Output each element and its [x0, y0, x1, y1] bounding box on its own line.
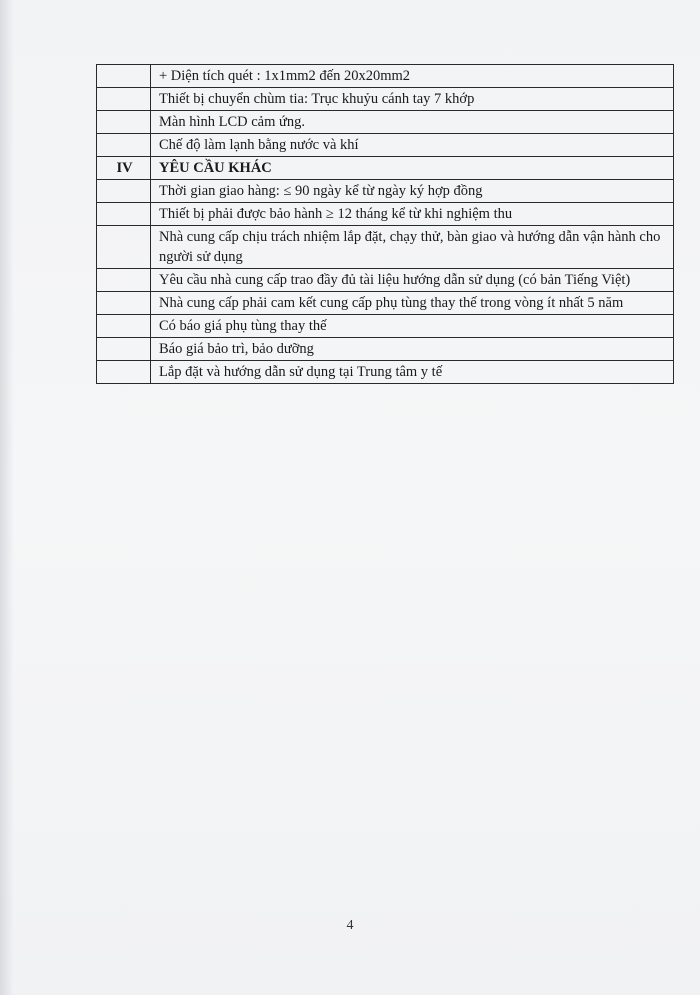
- table-row: [97, 111, 674, 134]
- row-text: Thời gian giao hàng: ≤ 90 ngày kể từ ngày ký hợp đồng: [151, 180, 674, 203]
- table-row: [97, 361, 674, 384]
- table-row: [97, 180, 674, 203]
- table-row: [97, 88, 674, 111]
- table-row: [97, 338, 674, 361]
- row-number: [97, 203, 151, 226]
- table-row: [97, 226, 674, 269]
- row-text: + Diện tích quét : 1x1mm2 đến 20x20mm2: [151, 65, 674, 88]
- row-number: [97, 180, 151, 203]
- table-row: [97, 315, 674, 338]
- row-text: Báo giá bảo trì, bảo dưỡng: [151, 338, 674, 361]
- table-row: [97, 292, 674, 315]
- table-row: [97, 134, 674, 157]
- row-text: Màn hình LCD cảm ứng.: [151, 111, 674, 134]
- row-text: Lắp đặt và hướng dẫn sử dụng tại Trung tâm y tế: [151, 361, 674, 384]
- row-text: Chế độ làm lạnh bằng nước và khí: [151, 134, 674, 157]
- row-text: Có báo giá phụ tùng thay thế: [151, 315, 674, 338]
- row-text: Nhà cung cấp chịu trách nhiệm lắp đặt, chạy thử, bàn giao và hướng dẫn vận hành cho người sử dụng: [151, 226, 674, 269]
- row-text: Nhà cung cấp phải cam kết cung cấp phụ tùng thay thế trong vòng ít nhất 5 năm: [151, 292, 674, 315]
- scan-edge-shadow: [0, 0, 14, 995]
- table-row: [97, 269, 674, 292]
- row-text: Thiết bị chuyển chùm tia: Trục khuỷu cánh tay 7 khớp: [151, 88, 674, 111]
- row-text: Yêu cầu nhà cung cấp trao đầy đủ tài liệu hướng dẫn sử dụng (có bản Tiếng Việt): [151, 269, 674, 292]
- row-number: [97, 292, 151, 315]
- row-number: [97, 315, 151, 338]
- section-title: YÊU CẦU KHÁC: [151, 157, 674, 180]
- row-text: Thiết bị phải được bảo hành ≥ 12 tháng kể từ khi nghiệm thu: [151, 203, 674, 226]
- row-number: [97, 111, 151, 134]
- table-row: [97, 65, 674, 88]
- row-number: [97, 65, 151, 88]
- row-number: [97, 88, 151, 111]
- page-number: 4: [346, 918, 354, 933]
- row-number: [97, 361, 151, 384]
- row-number: [97, 134, 151, 157]
- row-number: [97, 226, 151, 269]
- row-number: [97, 338, 151, 361]
- row-number: [97, 269, 151, 292]
- section-header-row: [97, 157, 674, 180]
- section-number: IV: [97, 157, 151, 180]
- table-row: [97, 203, 674, 226]
- requirements-table: [96, 64, 674, 384]
